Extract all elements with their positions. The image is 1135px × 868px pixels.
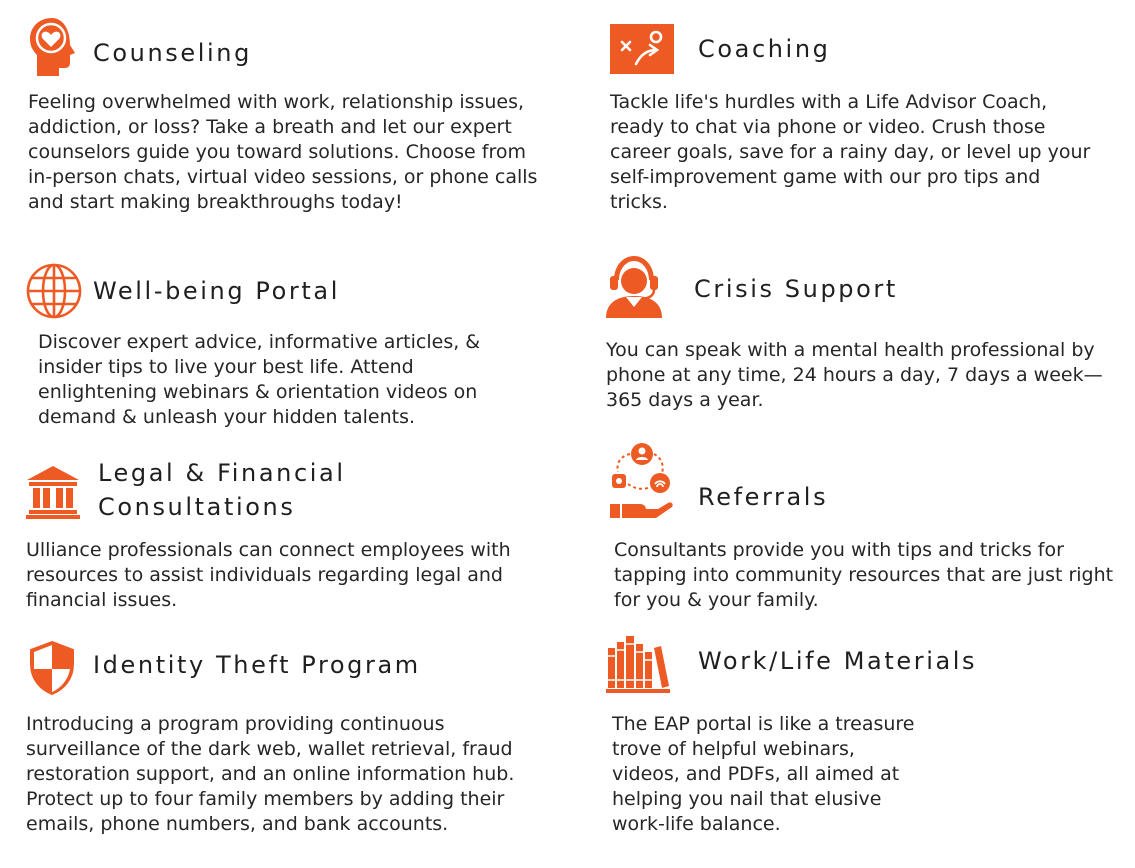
legal-title-line1: Legal & Financial — [98, 459, 346, 487]
coaching-title: Coaching — [698, 35, 831, 63]
referrals-text: Consultants provide you with tips and tricks for tapping into community resources that are just right for you & your family. — [614, 539, 1114, 611]
legal-title-line2: Consultations — [98, 493, 296, 521]
wellbeing-text: Discover expert advice, informative articles, & insider tips to live your best life. Attend enlightening webinars & orientation videos on demand & unleash your hidden talents. — [38, 331, 481, 428]
worklife-title: Work/Life Materials — [698, 647, 978, 675]
shield-icon — [28, 640, 76, 696]
globe-icon — [25, 262, 83, 320]
counseling-title: Counseling — [93, 39, 252, 67]
legal-text: Ulliance professionals can connect employees with resources to assist individuals regarding legal and financial issues. — [26, 539, 511, 611]
headset-agent-icon — [604, 252, 664, 320]
crisis-text: You can speak with a mental health professional by phone at any time, 24 hours a day, 7 days a week—365 days a year. — [606, 339, 1103, 411]
referrals-title: Referrals — [698, 483, 829, 511]
wellbeing-title: Well-being Portal — [93, 277, 340, 305]
coaching-text: Tackle life's hurdles with a Life Advisor Coach, ready to chat via phone or video. Crush those career goals, save for a rainy day, or level up your self-improvement game with our pro tips and tricks. — [610, 91, 1091, 213]
worklife-text: The EAP portal is like a treasure trove of helpful webinars, videos, and PDFs, all aimed at helping you nail that elusive work-life balance. — [612, 713, 915, 835]
identity-title: Identity Theft Program — [93, 651, 421, 679]
counseling-text: Feeling overwhelmed with work, relationship issues, addiction, or loss? Take a breath and let our expert counselors guide you toward solutions. Choose from in-person chats, virtual video sessions, or phone calls and start making breakthroughs today! — [28, 91, 538, 213]
books-icon — [606, 634, 670, 694]
identity-text: Introducing a program providing continuous surveillance of the dark web, wallet retrieval, fraud restoration support, and an online information hub. Protect up to four family members by adding their emails, phone numbers, and bank accounts. — [26, 713, 515, 835]
head-heart-icon — [28, 16, 76, 78]
network-hand-icon — [608, 440, 674, 520]
bank-building-icon — [25, 464, 81, 520]
strategy-board-icon — [610, 24, 674, 74]
crisis-title: Crisis Support — [694, 275, 898, 303]
